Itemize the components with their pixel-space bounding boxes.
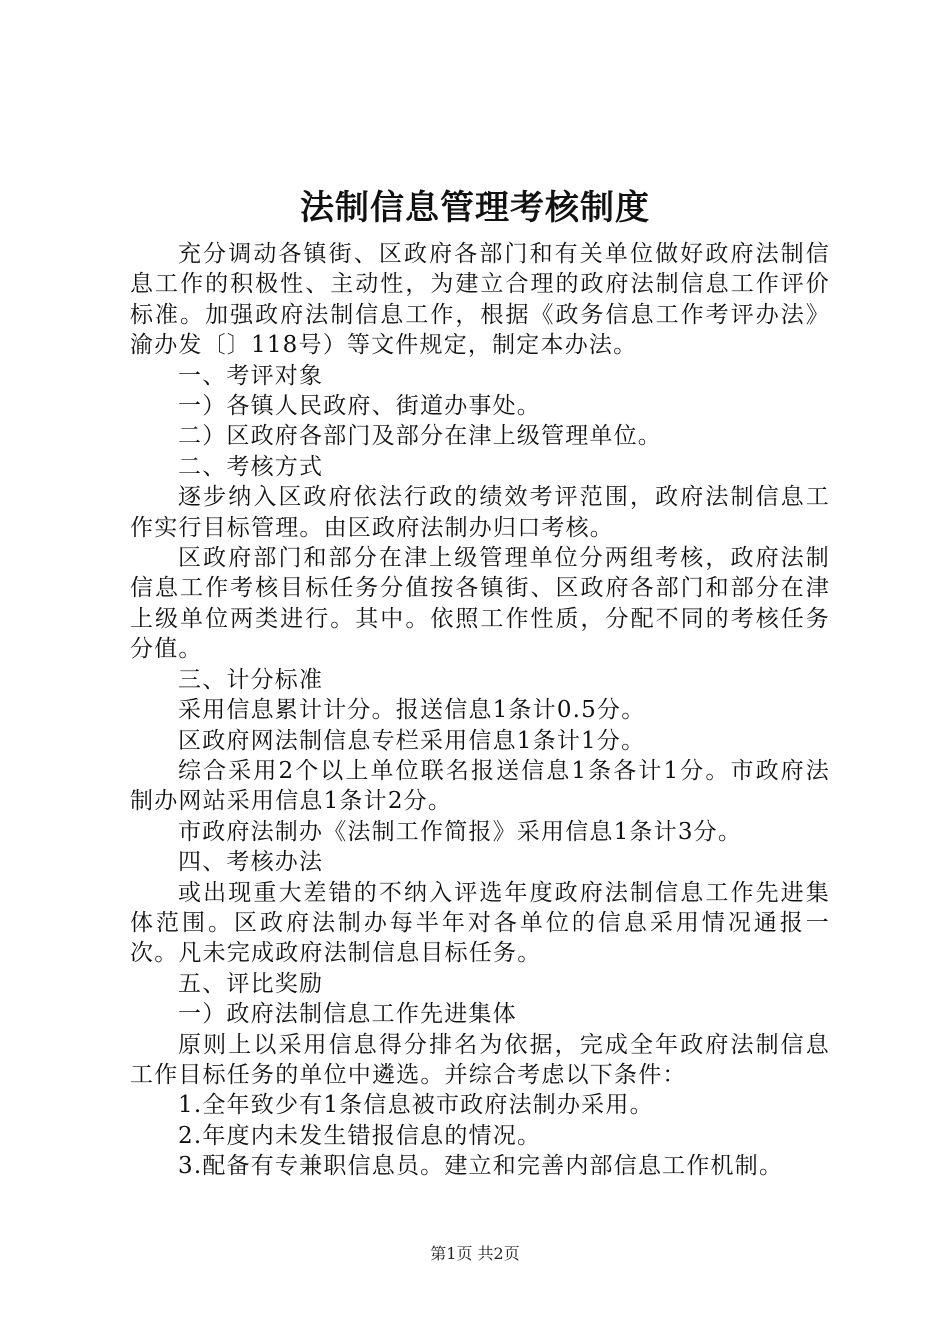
- section-heading-1: 一、考评对象: [178, 362, 324, 389]
- list-item: 2.年度内未发生错报信息的情况。: [178, 1122, 542, 1149]
- list-item: 3.配备有专兼职信息员。建立和完善内部信息工作机制。: [178, 1153, 784, 1180]
- list-item: 二）区政府各部门及部分在津上级管理单位。: [178, 423, 662, 450]
- list-item: 一）各镇人民政府、街道办事处。: [178, 393, 541, 420]
- section-heading-4: 四、考核办法: [178, 849, 324, 876]
- section-heading-5: 五、评比奖励: [178, 970, 324, 997]
- section-heading-2: 二、考核方式: [178, 453, 324, 480]
- document-body: [130, 239, 830, 1182]
- paragraph: 区政府部门和部分在津上级管理单位分两组考核，政府法制信息工作考核目标任务分值按各镇街、区政府各部门和部分在津上级单位两类进行。其中。依照工作性质，分配不同的考核任务分值。: [130, 545, 830, 663]
- document-title: 法制信息管理考核制度: [300, 188, 650, 228]
- paragraph: 采用信息累计计分。报送信息1条计0.5分。: [178, 697, 646, 724]
- section-heading-3: 三、计分标准: [178, 666, 324, 693]
- paragraph: 综合采用2个以上单位联名报送信息1条各计1分。市政府法制办网站采用信息1条计2分。: [130, 757, 830, 815]
- paragraph-intro: 充分调动各镇街、区政府各部门和有关单位做好政府法制信息工作的积极性、主动性，为建立合理的政府法制信息工作评价标准。加强政府法制信息工作，根据《政务信息工作考评办法》渝办发〔〕118号）等文件规定，制定本办法。: [130, 241, 830, 359]
- paragraph: 或出现重大差错的不纳入评选年度政府法制信息工作先进集体范围。区政府法制办每半年对各单位的信息采用情况通报一次。凡未完成政府法制信息目标任务。: [130, 879, 830, 967]
- paragraph: 逐步纳入区政府依法行政的绩效考评范围，政府法制信息工作实行目标管理。由区政府法制办归口考核。: [130, 484, 830, 541]
- subsection-heading: 一）政府法制信息工作先进集体: [178, 1001, 517, 1028]
- paragraph: 原则上以采用信息得分排名为依据，完成全年政府法制信息工作目标任务的单位中遴选。并综合考虑以下条件：: [130, 1031, 830, 1088]
- paragraph: 市政府法制办《法制工作简报》采用信息1条计3分。: [178, 818, 743, 845]
- page-number-footer: 第1页 共2页: [430, 1244, 520, 1263]
- list-item: 1.全年致少有1条信息被市政府法制办采用。: [178, 1092, 654, 1119]
- paragraph: 区政府网法制信息专栏采用信息1条计1分。: [178, 727, 646, 754]
